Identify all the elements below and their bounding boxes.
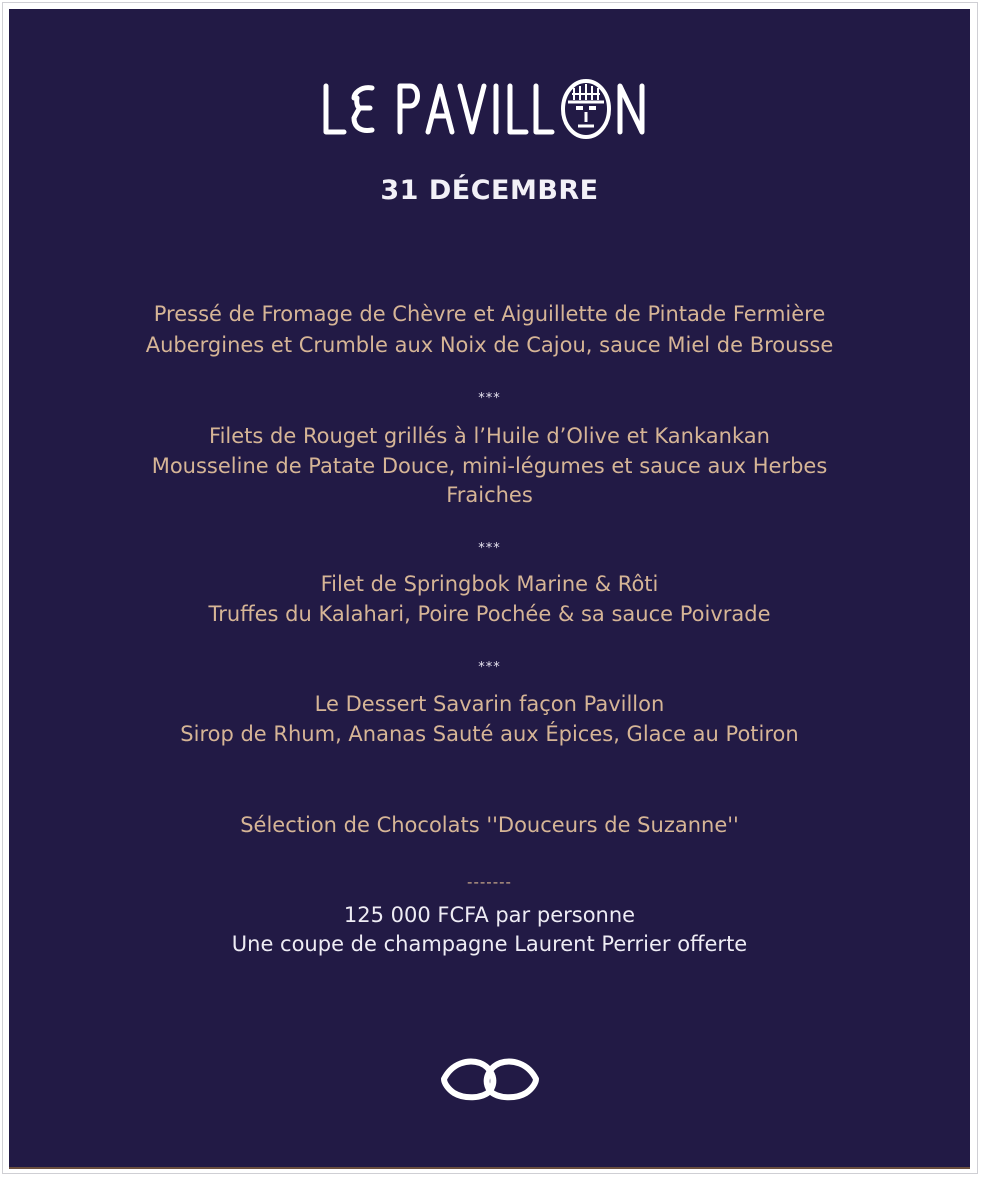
course-5-line-1: Sélection de Chocolats ''Douceurs de Suzanne'' — [240, 813, 739, 837]
course-4-line-2: Sirop de Rhum, Ananas Sauté aux Épices, Glace au Potiron — [180, 722, 799, 746]
course-2-line-3: Fraiches — [446, 483, 533, 507]
course-separator: *** — [478, 660, 501, 675]
course-1-line-2: Aubergines et Crumble aux Noix de Cajou, sauce Miel de Brousse — [145, 333, 834, 357]
course-4-line-1: Le Dessert Savarin façon Pavillon — [314, 692, 665, 716]
course-3-line-1: Filet de Springbok Marine & Rôti — [320, 572, 659, 596]
menu-card — [9, 9, 970, 1169]
course-separator: *** — [478, 391, 501, 406]
course-2-line-1: Filets de Rouget grillés à l’Huile d’Olive et Kankankan — [209, 424, 770, 448]
course-2-line-2: Mousseline de Patate Douce, mini-légumes et sauce aux Herbes — [151, 454, 828, 478]
champagne-offer: Une coupe de champagne Laurent Perrier offerte — [231, 932, 748, 956]
logo-wordmark — [320, 76, 660, 140]
restaurant-logo — [9, 73, 970, 143]
interlocked-rings-icon — [438, 1053, 542, 1105]
course-3-line-2: Truffes du Kalahari, Poire Pochée & sa sauce Poivrade — [208, 602, 771, 626]
event-date: 31 DÉCEMBRE — [380, 175, 599, 206]
price-amount: 125 000 FCFA par personne — [343, 903, 636, 927]
mask-icon — [563, 81, 609, 137]
course-1-line-1: Pressé de Fromage de Chèvre et Aiguillette de Pintade Fermière — [153, 302, 826, 326]
price-divider: ------- — [467, 873, 512, 891]
course-separator: *** — [478, 541, 501, 556]
footer-mark — [9, 1049, 970, 1109]
